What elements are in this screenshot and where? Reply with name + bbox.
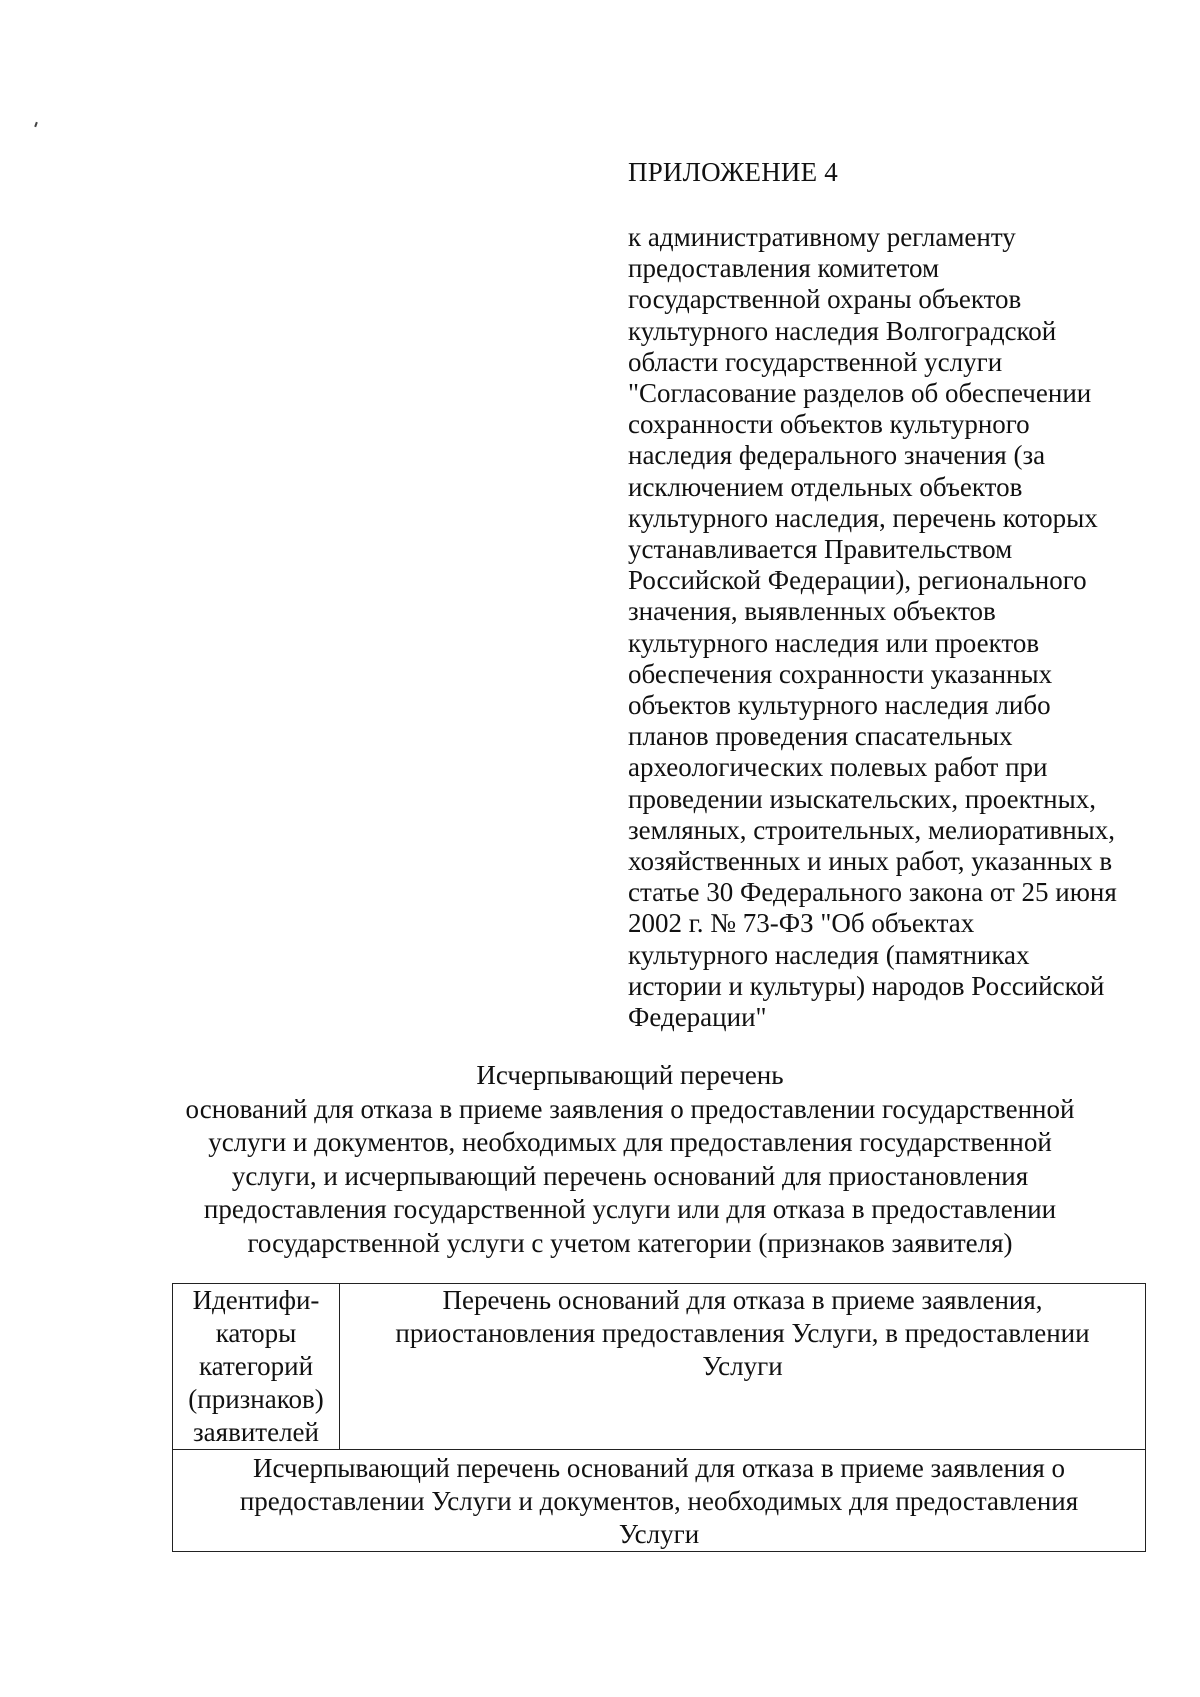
appendix-reference-line: земляных, строительных, мелиоративных, (628, 814, 1116, 845)
appendix-reference-line: наследия федерального значения (за (628, 440, 1046, 471)
appendix-reference-line: статье 30 Федерального закона от 25 июня (628, 877, 1117, 908)
header-cell-line: заявителей (193, 1417, 319, 1447)
appendix-reference-line: области государственной услуги (628, 346, 1003, 377)
header-cell-line: Услуги (702, 1351, 783, 1381)
heading-line: предоставления государственной услуги или для отказа в предоставлении (203, 1194, 1057, 1224)
header-cell-line: Идентифи- (192, 1285, 320, 1315)
appendix-reference-line: культурного наследия Волгоградской (628, 315, 1057, 346)
section-cell-line: Услуги (618, 1519, 700, 1549)
appendix-reference-line: объектов культурного наследия либо (628, 690, 1051, 721)
reasons-table (172, 1283, 1146, 1552)
heading-line: государственной услуги с учетом категории (признаков заявителя) (247, 1227, 1013, 1258)
table-section-row (173, 1450, 1146, 1552)
header-cell-reasons-list (340, 1284, 1146, 1450)
appendix-reference-line: проведении изыскательских, проектных, (628, 783, 1097, 814)
section-cell (173, 1450, 1146, 1552)
appendix-reference-line: планов проведения спасательных (628, 721, 1013, 752)
appendix-reference-line: культурного наследия (памятниках (628, 939, 1030, 970)
header-cell-line: каторы (215, 1318, 297, 1348)
heading-line: услуги и документов, необходимых для предоставления государственной (208, 1127, 1052, 1157)
appendix-reference-line: сохранности объектов культурного (628, 409, 1030, 440)
appendix-reference-line: культурного наследия, перечень которых (628, 502, 1098, 533)
header-cell-line: (признаков) (188, 1384, 324, 1414)
appendix-reference-line: археологических полевых работ при (628, 752, 1048, 783)
appendix-reference (628, 222, 1148, 1033)
scan-speck (34, 122, 38, 127)
appendix-reference-line: к административному регламенту (628, 222, 1016, 252)
heading-line: оснований для отказа в приеме заявления о предоставлении государственной (185, 1093, 1075, 1124)
header-cell-line: приостановления предоставления Услуги, в предоставлении (395, 1318, 1090, 1348)
appendix-reference-line: "Согласование разделов об обеспечении (628, 378, 1092, 409)
table-header-row (173, 1284, 1146, 1450)
appendix-title: ПРИЛОЖЕНИЕ 4 (628, 157, 838, 187)
appendix-reference-line: Российской Федерации), регионального (628, 565, 1087, 596)
heading-line: Исчерпывающий перечень (476, 1060, 784, 1090)
header-cell-line: категорий (198, 1351, 314, 1381)
header-cell-identifiers (173, 1284, 340, 1450)
appendix-reference-line: Федерации" (628, 1002, 767, 1033)
section-cell-line: Исчерпывающий перечень оснований для отказа в приеме заявления о (252, 1453, 1066, 1483)
appendix-reference-line: значения, выявленных объектов (628, 596, 996, 627)
appendix-reference-line: хозяйственных и иных работ, указанных в (628, 846, 1113, 877)
appendix-reference-line: 2002 г. № 73-ФЗ "Об объектах (628, 908, 975, 939)
appendix-reference-line: культурного наследия или проектов (628, 627, 1040, 658)
heading-line: услуги, и исчерпывающий перечень оснований для приостановления (231, 1160, 1029, 1191)
section-cell-line: предоставлении Услуги и документов, необходимых для предоставления (239, 1486, 1079, 1516)
appendix-reference-line: исключением отдельных объектов (628, 471, 1023, 502)
header-cell-line: Перечень оснований для отказа в приеме заявления, (442, 1285, 1043, 1315)
appendix-reference-line: устанавливается Правительством (628, 534, 1013, 565)
document-heading (150, 1059, 1110, 1260)
appendix-reference-line: истории и культуры) народов Российской (628, 970, 1105, 1001)
appendix-reference-line: предоставления комитетом (628, 253, 940, 284)
appendix-reference-line: государственной охраны объектов (628, 284, 1022, 315)
appendix-reference-line: обеспечения сохранности указанных (628, 658, 1053, 689)
